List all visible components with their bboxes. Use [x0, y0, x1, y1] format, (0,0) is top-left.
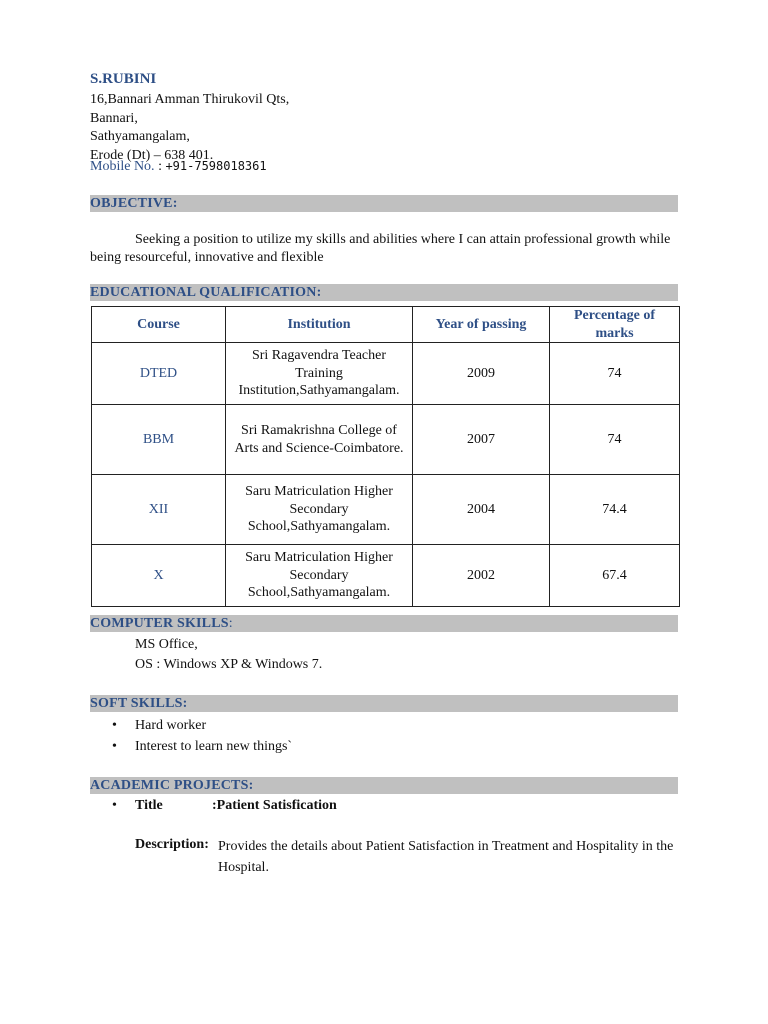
education-table: [91, 306, 680, 607]
column-header-course: Course: [92, 307, 226, 343]
percentage-cell: 74: [550, 343, 680, 405]
project-description-label: Description:: [135, 837, 209, 852]
percentage-cell: 67.4: [550, 545, 680, 607]
column-header-percentage: Percentage of marks: [550, 307, 680, 343]
course-cell: DTED: [92, 343, 226, 405]
column-header-institution: Institution: [226, 307, 413, 343]
institution-cell: Saru Matriculation Higher Secondary School,Sathyamangalam.: [226, 545, 413, 607]
address-line: 16,Bannari Amman Thirukovil Qts,: [90, 92, 290, 107]
projects-heading: ACADEMIC PROJECTS:: [90, 777, 678, 794]
year-cell: 2002: [413, 545, 550, 607]
skill-item: OS : Windows XP & Windows 7.: [135, 656, 323, 672]
computer-skills-title: COMPUTER SKILLS: [90, 616, 229, 631]
soft-skills-list: [90, 715, 292, 757]
institution-cell: Saru Matriculation Higher Secondary School,Sathyamangalam.: [226, 475, 413, 545]
objective-text: Seeking a position to utilize my skills and abilities where I can attain professional growth while being resourceful, innovative and flexible: [90, 232, 671, 265]
bullet-icon: •: [112, 718, 117, 733]
percentage-cell: 74.4: [550, 475, 680, 545]
objective-heading: OBJECTIVE:: [90, 195, 678, 212]
mobile-separator: :: [154, 159, 166, 174]
list-item: [90, 715, 292, 736]
list-item: [90, 736, 292, 757]
mobile-line: [90, 159, 267, 175]
computer-skills-colon: :: [228, 616, 233, 631]
mobile-number: +91-7598018361: [165, 159, 267, 173]
skill-item: MS Office,: [135, 637, 198, 652]
project-title-value: :Patient Satisfication: [212, 798, 337, 813]
institution-cell: Sri Ragavendra Teacher Training Institution,Sathyamangalam.: [226, 343, 413, 405]
table-row: [92, 405, 680, 475]
course-cell: BBM: [92, 405, 226, 475]
bullet-icon: •: [112, 798, 117, 813]
table-header-row: [92, 307, 680, 343]
computer-skills-list: [135, 635, 322, 674]
table-row: [92, 545, 680, 607]
project-description-text: Provides the details about Patient Satisfaction in Treatment and Hospitality in the Hospital.: [218, 839, 674, 875]
year-cell: 2007: [413, 405, 550, 475]
percentage-cell: 74: [550, 405, 680, 475]
mobile-label: Mobile No.: [90, 159, 155, 174]
institution-cell: Sri Ramakrishna College of Arts and Science-Coimbatore.: [226, 405, 413, 475]
table-row: [92, 343, 680, 405]
education-heading: EDUCATIONAL QUALIFICATION:: [90, 284, 678, 301]
address-line: Erode (Dt) – 638 401.: [90, 147, 214, 163]
candidate-name: S.RUBINI: [90, 71, 157, 87]
soft-skills-heading: SOFT SKILLS:: [90, 695, 678, 712]
column-header-year: Year of passing: [413, 307, 550, 343]
course-cell: X: [92, 545, 226, 607]
address-line: Bannari,: [90, 110, 138, 126]
soft-skill-text: Hard worker: [135, 718, 207, 733]
soft-skill-text: Interest to learn new things`: [135, 739, 293, 754]
table-row: [92, 475, 680, 545]
year-cell: 2009: [413, 343, 550, 405]
year-cell: 2004: [413, 475, 550, 545]
course-cell: XII: [92, 475, 226, 545]
address-block: [90, 91, 289, 165]
project-title-label: Title: [135, 798, 163, 813]
address-line: Sathyamangalam,: [90, 129, 190, 144]
bullet-icon: •: [112, 739, 117, 754]
computer-skills-heading: [90, 615, 678, 632]
